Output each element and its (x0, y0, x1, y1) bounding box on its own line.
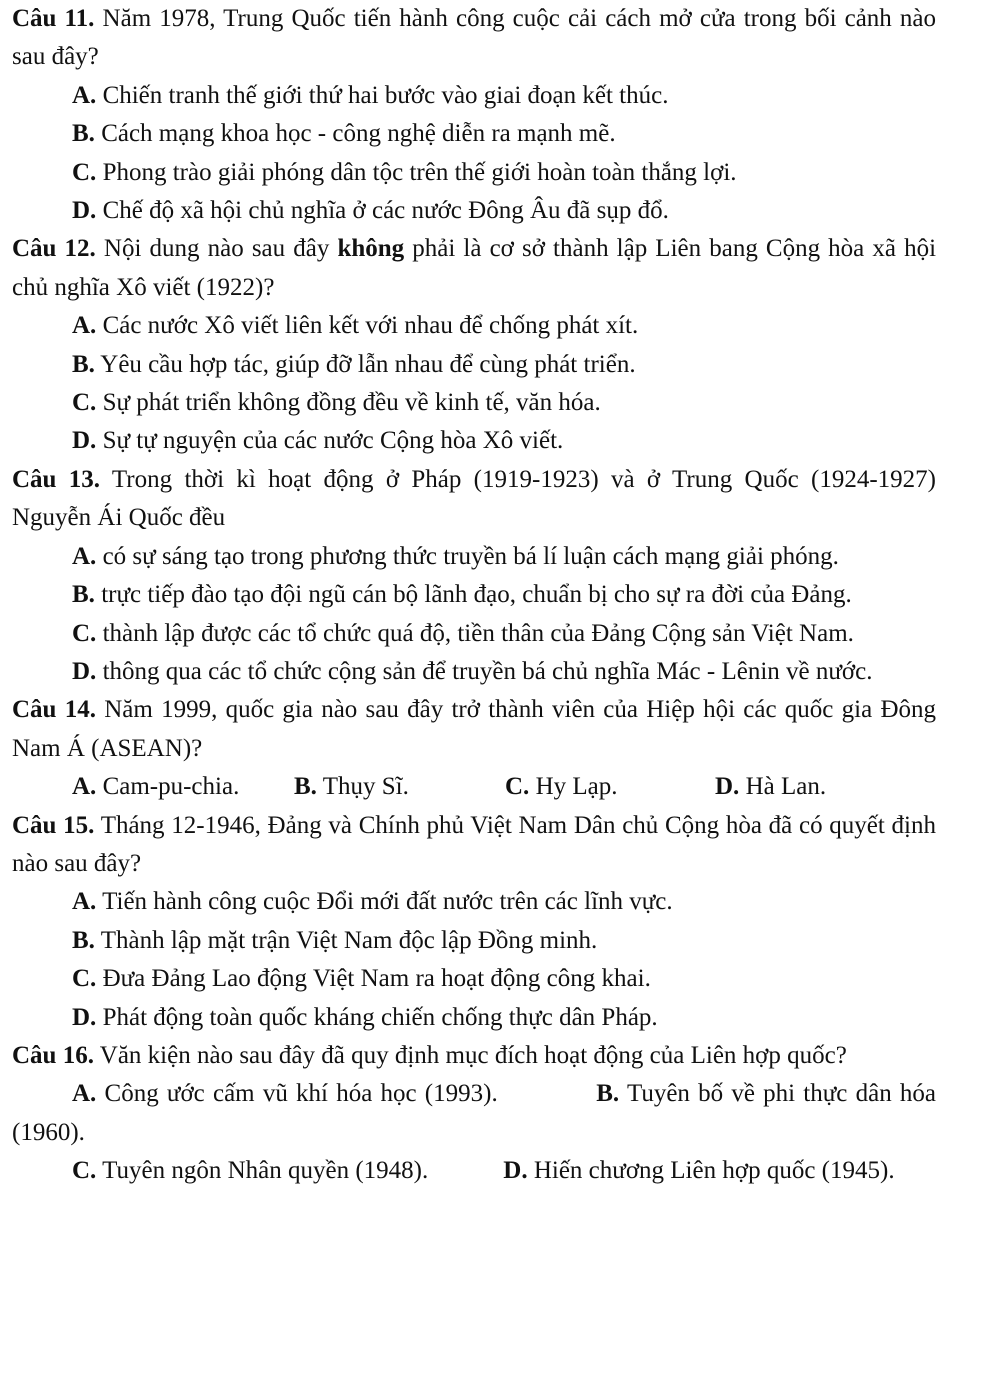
question-12 (12, 230, 936, 460)
option-text: Cam-pu-chia. (102, 773, 240, 801)
question-label: Câu 11. (12, 5, 95, 32)
option-text: Hiến chương Liên hợp quốc (1945). (533, 1157, 895, 1185)
question-stem (12, 0, 936, 77)
question-text: Văn kiện nào sau đây đã quy định mục đích hoạt động của Liên hợp quốc? (99, 1041, 847, 1069)
question-stem (12, 1037, 936, 1075)
option-a (12, 883, 936, 921)
question-15 (12, 807, 936, 1037)
option-text: Thành lập mặt trận Việt Nam độc lập Đồng minh. (100, 926, 598, 954)
question-text-pre: Nội dung nào sau đây (103, 235, 330, 263)
option-b (12, 115, 936, 153)
option-letter: A. (72, 773, 97, 801)
options-ab (12, 1075, 936, 1152)
option-text: Sự tự nguyện của các nước Cộng hòa Xô viết. (102, 427, 564, 455)
option-text: Thụy Sĩ. (322, 773, 409, 801)
option-letter: C. (72, 389, 97, 417)
question-stem (12, 230, 936, 307)
options-cd (12, 1152, 936, 1190)
option-a (12, 538, 936, 576)
option-text: Phong trào giải phóng dân tộc trên thế giới hoàn toàn thắng lợi. (102, 158, 737, 186)
option-a (12, 307, 936, 345)
option-text: Công ước cấm vũ khí hóa học (1993). (104, 1080, 498, 1108)
option-b (12, 576, 936, 614)
option-c (505, 768, 715, 806)
option-letter: D. (72, 197, 97, 225)
question-label: Câu 14. (12, 696, 96, 724)
option-d (715, 768, 826, 806)
option-letter: D. (72, 427, 97, 455)
question-text: Trong thời kì hoạt động ở Pháp (1919-1923) và ở Trung Quốc (1924-1927) Nguyễn Ái Quốc đều (12, 465, 936, 532)
option-d (12, 422, 936, 460)
option-d (12, 999, 936, 1037)
question-stem (12, 461, 936, 538)
option-letter: C. (505, 773, 530, 801)
exam-page (12, 0, 936, 1191)
option-text: Hy Lạp. (535, 773, 618, 801)
option-text: Tiến hành công cuộc Đổi mới đất nước trên các lĩnh vực. (102, 888, 673, 916)
option-text: Tuyên bố về phi thực dân hóa (1960). (12, 1080, 937, 1146)
option-letter: C. (72, 965, 97, 993)
option-letter: C. (72, 619, 97, 647)
option-letter: C. (72, 158, 97, 186)
option-letter: D. (72, 1003, 97, 1031)
option-text: Cách mạng khoa học - công nghệ diễn ra mạnh mẽ. (101, 120, 616, 148)
option-letter: B. (72, 120, 95, 148)
option-b (294, 768, 505, 806)
option-letter: B. (294, 773, 317, 801)
question-11 (12, 0, 936, 230)
option-text: Hà Lan. (745, 773, 827, 801)
option-letter: A. (72, 888, 97, 916)
option-d (12, 653, 936, 691)
option-letter: A. (72, 1080, 97, 1108)
question-keyword: không (337, 235, 405, 263)
option-letter: B. (596, 1080, 620, 1108)
option-b (12, 922, 936, 960)
question-16 (12, 1037, 936, 1191)
option-letter: B. (72, 350, 95, 378)
option-letter: C. (72, 1157, 97, 1185)
option-b (12, 346, 936, 384)
option-c (12, 615, 936, 653)
option-text: Các nước Xô viết liên kết với nhau để chống phát xít. (102, 312, 639, 340)
option-text: Chiến tranh thế giới thứ hai bước vào giai đoạn kết thúc. (102, 81, 669, 109)
option-text: Sự phát triển không đồng đều về kinh tế, văn hóa. (102, 389, 601, 417)
option-letter: D. (72, 657, 97, 685)
question-13 (12, 461, 936, 691)
option-text: trực tiếp đào tạo đội ngũ cán bộ lãnh đạo, chuẩn bị cho sự ra đời của Đảng. (101, 581, 852, 609)
question-14 (12, 691, 936, 806)
question-stem (12, 807, 936, 884)
options-row (12, 768, 936, 806)
option-c (12, 384, 936, 422)
question-text: Năm 1978, Trung Quốc tiến hành công cuộc cải cách mở cửa trong bối cảnh nào sau đây? (12, 5, 936, 71)
question-label: Câu 13. (12, 465, 101, 493)
option-c (12, 960, 936, 998)
question-label: Câu 16. (12, 1041, 94, 1069)
option-text: thông qua các tổ chức cộng sản để truyền bá chủ nghĩa Mác - Lênin về nước. (102, 657, 873, 685)
question-text: Tháng 12-1946, Đảng và Chính phủ Việt Nam Dân chủ Cộng hòa đã có quyết định nào sau đây? (12, 811, 936, 877)
question-text-post: phải là cơ sở thành lập Liên bang Cộng hòa xã hội chủ nghĩa Xô viết (1922)? (12, 235, 937, 301)
option-text: Phát động toàn quốc kháng chiến chống thực dân Pháp. (102, 1003, 658, 1031)
option-letter: A. (72, 312, 97, 340)
option-a (72, 768, 294, 806)
question-label: Câu 12. (12, 235, 96, 263)
option-letter: D. (715, 773, 740, 801)
option-a (12, 77, 936, 115)
question-text: Năm 1999, quốc gia nào sau đây trở thành viên của Hiệp hội các quốc gia Đông Nam Á (ASEAN)? (12, 696, 936, 762)
question-stem (12, 691, 936, 768)
option-text: Chế độ xã hội chủ nghĩa ở các nước Đông Âu đã sụp đổ. (102, 197, 669, 225)
option-text: thành lập được các tổ chức quá độ, tiền thân của Đảng Cộng sản Việt Nam. (102, 619, 854, 647)
option-c (12, 154, 936, 192)
option-text: có sự sáng tạo trong phương thức truyền bá lí luận cách mạng giải phóng. (102, 542, 839, 570)
option-letter: B. (72, 581, 95, 609)
option-text: Yêu cầu hợp tác, giúp đỡ lẫn nhau để cùng phát triển. (100, 350, 636, 378)
question-label: Câu 15. (12, 811, 95, 839)
option-text: Đưa Đảng Lao động Việt Nam ra hoạt động công khai. (102, 965, 651, 993)
option-letter: D. (503, 1157, 528, 1185)
option-letter: A. (72, 81, 97, 109)
option-text: Tuyên ngôn Nhân quyền (1948). (102, 1157, 429, 1185)
option-letter: B. (72, 926, 95, 954)
option-letter: A. (72, 542, 97, 570)
option-d (12, 192, 936, 230)
